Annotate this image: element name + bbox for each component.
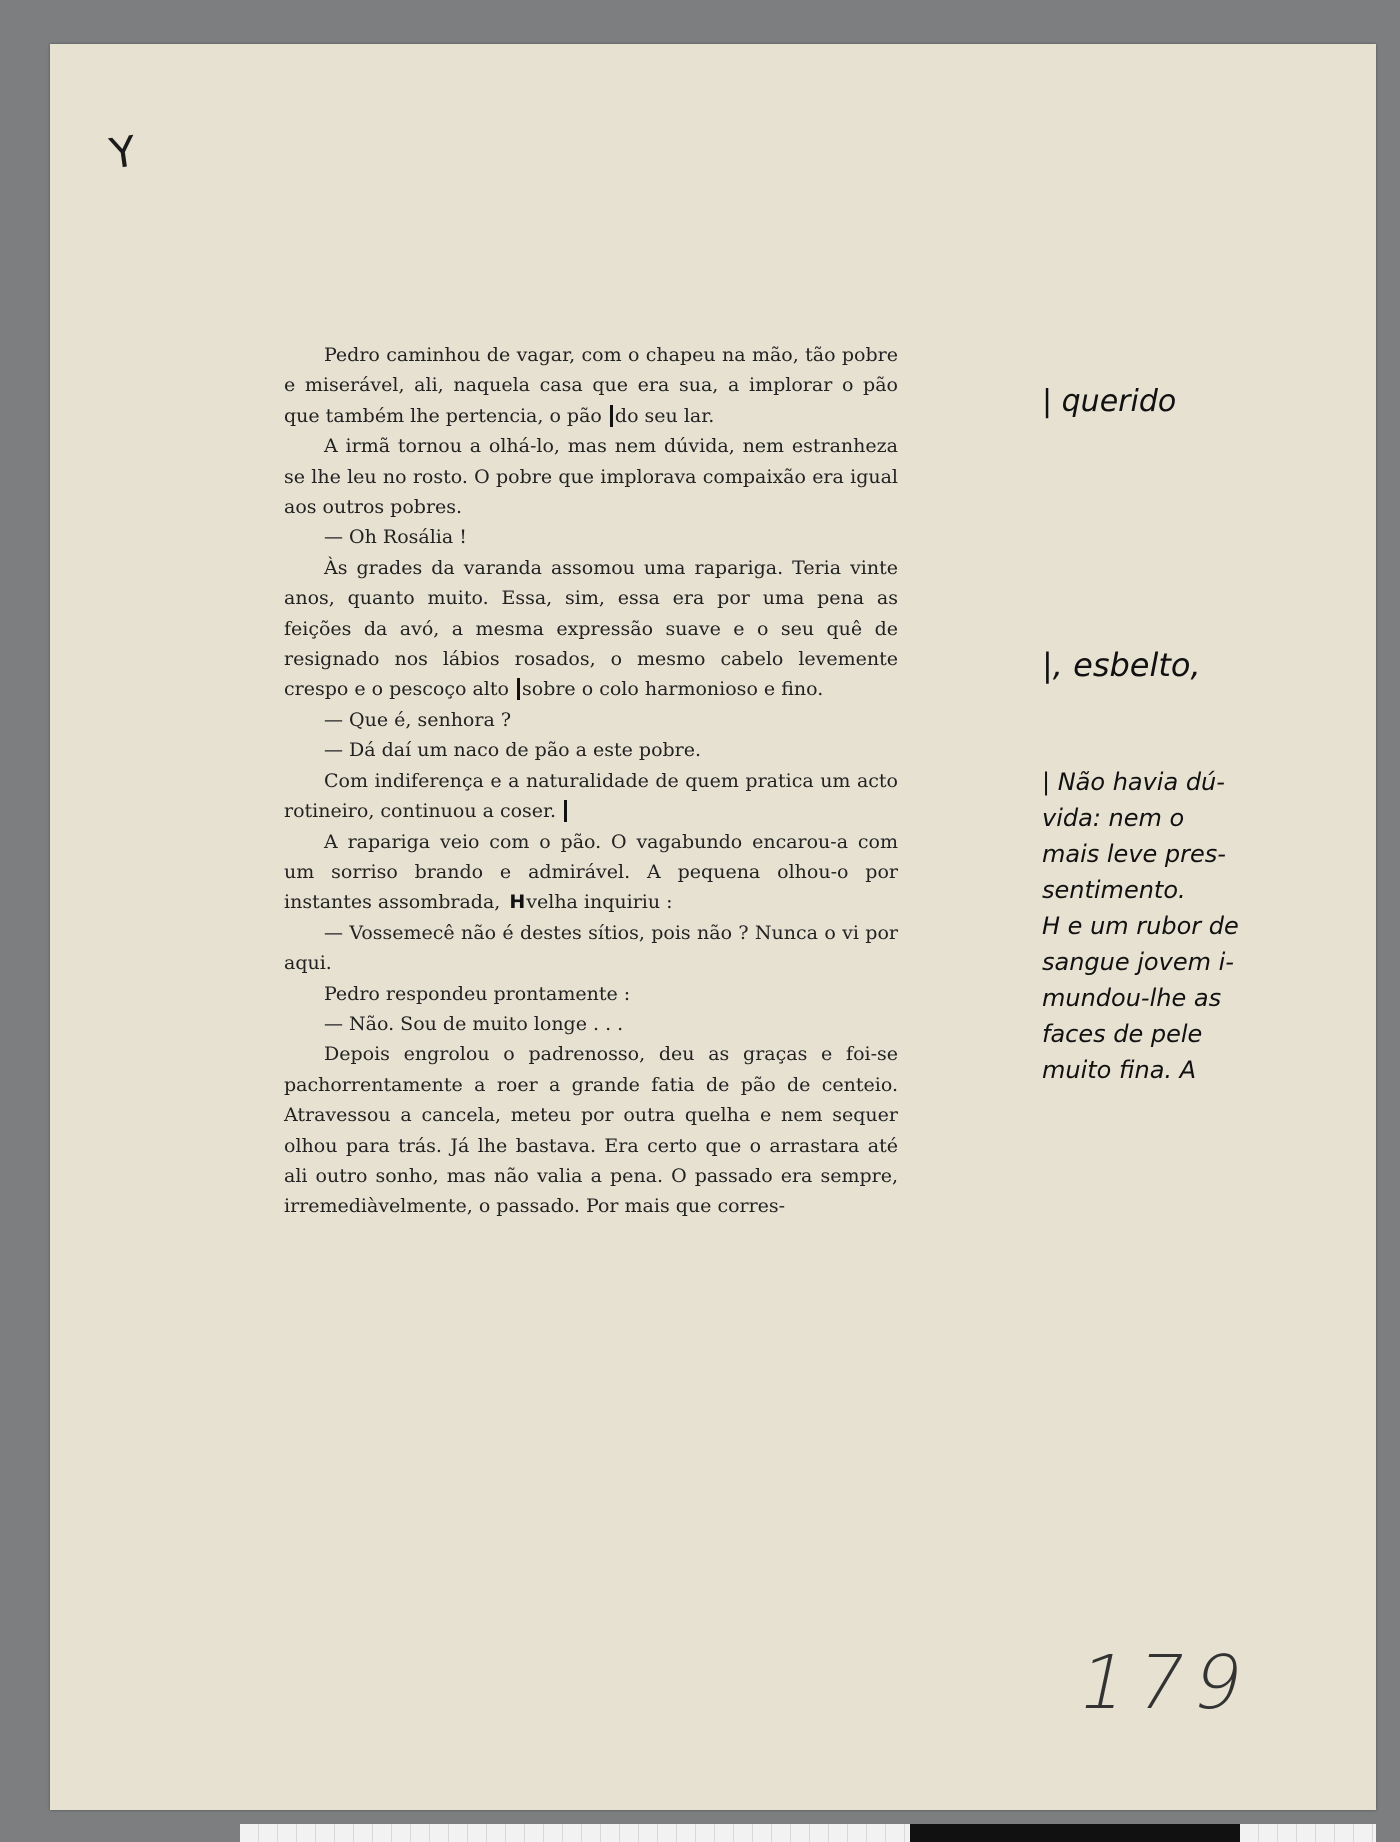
handwritten-note-esbelto: |, esbelto,	[1042, 646, 1201, 684]
typed-text: Com indiferença e a naturalidade de quem pratica um acto rotineiro, continuou a coser.	[284, 769, 898, 823]
handwritten-note-line: faces de pele	[1042, 1020, 1203, 1048]
typed-text: — Vossemecê não é destes sítios, pois não ? Nunca o vi por aqui.	[284, 921, 898, 975]
ruler-white-segment	[1240, 1824, 1376, 1842]
insertion-caret-mark	[610, 405, 613, 427]
handwritten-note-line: H e um rubor de	[1042, 912, 1239, 940]
insertion-caret-mark	[564, 800, 567, 822]
typed-text: Às grades da varanda assomou uma rapariga. Teria vinte anos, quanto muito. Essa, sim, essa era por uma pena as feições da avó, a mesma expressão suave e o seu quê de resignado nos lábios rosados, o mesmo cabelo levemente crespo e o pescoço alto	[284, 556, 898, 701]
page-number: 179	[1070, 1640, 1261, 1726]
typed-text: — Dá daí um naco de pão a este pobre.	[324, 739, 702, 762]
typed-paragraph	[284, 1009, 898, 1039]
typed-text: velha inquiriu :	[526, 891, 673, 914]
handwritten-note-insertion	[1042, 764, 1262, 1088]
handwritten-h-mark: H	[509, 891, 524, 914]
typed-text-block	[284, 340, 898, 1222]
typed-text: do seu lar.	[614, 404, 715, 427]
typed-paragraph	[284, 431, 898, 522]
typed-text: Pedro caminhou de vagar, com o chapeu na mão, tão pobre e miserável, ali, naquela casa que era sua, a implorar o pão que também lhe pertencia, o pão	[284, 344, 898, 427]
typed-text: sobre o colo harmonioso e fino.	[522, 678, 824, 701]
typed-text: — Não. Sou de muito longe . . .	[324, 1012, 624, 1035]
corner-mark: Y	[106, 126, 139, 179]
typed-text: — Oh Rosália !	[324, 526, 467, 549]
typed-paragraph	[284, 918, 898, 979]
typed-paragraph	[284, 735, 898, 765]
handwritten-note-line: | Não havia dú-	[1042, 768, 1225, 796]
handwritten-note-querido: | querido	[1042, 384, 1177, 419]
handwritten-note-line: muito fina. A	[1042, 1056, 1197, 1084]
handwritten-note-line: mundou-lhe as	[1042, 984, 1222, 1012]
typed-text: Depois engrolou o padrenosso, deu as graças e foi-se pachorrentamente a roer a grande fatia de pão de centeio. Atravessou a cancela, meteu por outra quelha e nem sequer olhou para trás. Já lhe bastava. Era certo que o arrastara até ali outro sonho, mas não valia a pena. O passado era sempre, irremediàvelmente, o passado. Por mais que corres-	[284, 1043, 898, 1218]
typed-text: A rapariga veio com o pão. O vagabundo encarou-a com um sorriso brando e admirável. A pequena olhou-o por instantes assombrada,	[284, 830, 898, 914]
handwritten-note-line: vida: nem o	[1042, 804, 1185, 832]
handwritten-note-line: sangue jovem i-	[1042, 948, 1234, 976]
handwritten-note-line: sentimento.	[1042, 876, 1186, 904]
typed-text: Pedro respondeu prontamente :	[324, 982, 631, 1005]
typed-text: — Que é, senhora ?	[324, 708, 512, 731]
handwritten-note-line: mais leve pres-	[1042, 840, 1226, 868]
typed-paragraph	[284, 1039, 898, 1221]
typed-paragraph	[284, 553, 898, 705]
typed-paragraph	[284, 340, 898, 431]
typed-paragraph	[284, 705, 898, 735]
typed-paragraph	[284, 827, 898, 918]
typed-paragraph	[284, 766, 898, 827]
scale-ruler	[240, 1824, 1376, 1842]
insertion-caret-mark	[517, 678, 520, 700]
ruler-white-segment	[240, 1824, 910, 1842]
typed-paragraph	[284, 522, 898, 552]
typed-paragraph	[284, 979, 898, 1009]
typed-text: A irmã tornou a olhá-lo, mas nem dúvida, nem estranheza se lhe leu no rosto. O pobre que implorava compaixão era igual aos outros pobres.	[284, 435, 898, 519]
